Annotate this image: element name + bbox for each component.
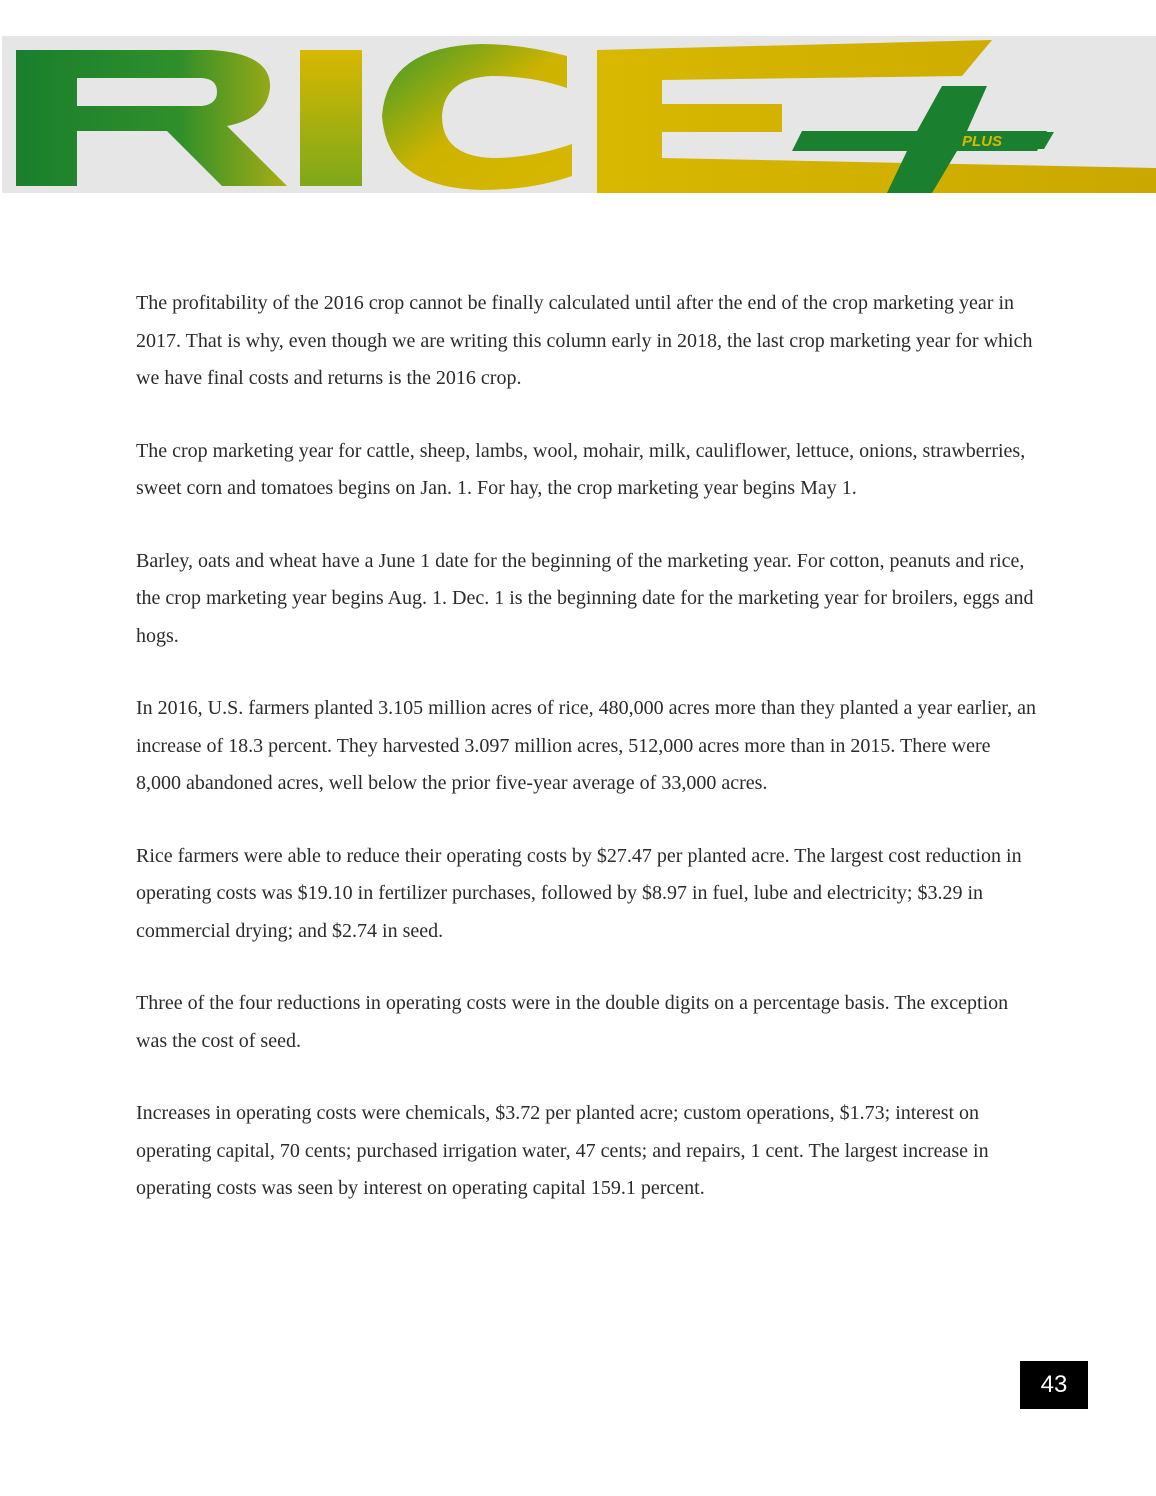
article-paragraph: The crop marketing year for cattle, sheep, lambs, wool, mohair, milk, cauliflower, lettuce, onions, strawberries, sweet corn and tomatoes begins on Jan. 1. For hay, the crop marketing year begins May 1.	[136, 439, 1026, 499]
article-paragraph: Increases in operating costs were chemicals, $3.72 per planted acre; custom operations, $1.73; interest on operating capital, 70 cents; purchased irrigation water, 47 cents; and repairs, 1 cent. The largest increase in operating costs was seen by interest on operating capital 159.1 percent.	[136, 1102, 989, 1199]
article-body	[136, 285, 1036, 1243]
rice-plus-logo	[2, 36, 1156, 193]
masthead-banner	[2, 36, 1156, 193]
article-paragraph: Barley, oats and wheat have a June 1 date for the beginning of the marketing year. For cotton, peanuts and rice, the crop marketing year begins Aug. 1. Dec. 1 is the beginning date for the marketing year for broilers, eggs and hogs.	[136, 549, 1034, 647]
article-paragraph: Three of the four reductions in operating costs were in the double digits on a percentage basis. The exception was the cost of seed.	[136, 992, 1009, 1052]
logo-plus-text: PLUS	[962, 133, 1003, 150]
article-paragraph: The profitability of the 2016 crop cannot be finally calculated until after the end of the crop marketing year in 2017. That is why, even though we are writing this column early in 2018, the last crop marketing year for which we have final costs and returns is the 2016 crop.	[136, 292, 1033, 389]
article-paragraph: Rice farmers were able to reduce their operating costs by $27.47 per planted acre. The largest cost reduction in operating costs was $19.10 in fertilizer purchases, followed by $8.97 in fuel, lube and electricity; $3.29 in commercial drying; and $2.74 in seed.	[136, 844, 1022, 942]
page-number: 43	[1020, 1361, 1088, 1409]
article-paragraph: In 2016, U.S. farmers planted 3.105 million acres of rice, 480,000 acres more than they planted a year earlier, an increase of 18.3 percent. They harvested 3.097 million acres, 512,000 acres more than in 2015. There were 8,000 abandoned acres, well below the prior five-year average of 33,000 acres.	[136, 697, 1036, 794]
